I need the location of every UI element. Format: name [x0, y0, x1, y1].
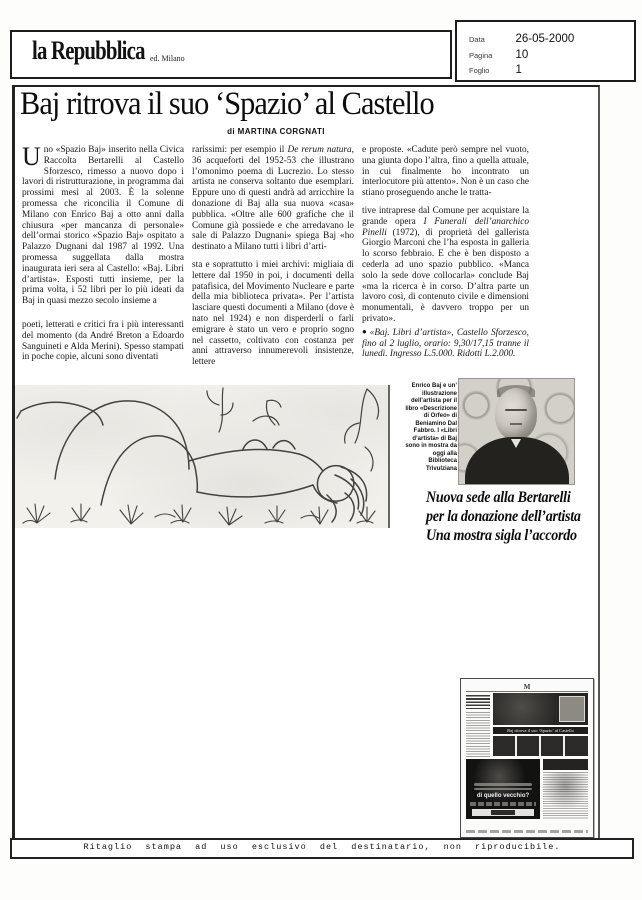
advert-tagline-blur-2: [474, 788, 532, 791]
article-headline: Baj ritrova il suo ‘Spazio’ al Castello: [20, 86, 434, 122]
thumbnail-advert: [466, 759, 540, 819]
body-column-1: [22, 142, 184, 363]
paragraph-text: sta e soprattutto i miei archivi: migliaia di lettere dal 1950 in poi, i documenti della patafisica, del Movimento Nucleare e parte della mia biblioteca privata». Per l’artista lasciare questi documenti a Milano (dove è nato nel 1924) e non disperderli o farli emigrare è stato un vero e proprio sogno nel cassetto, coltivato con costanza per anni attraverso innumerevoli insistenze, lettere: [192, 259, 354, 368]
paragraph-text: no «Spazio Baj» inserito nella Civica Raccolta Bertarelli al Castello Sforzesco, rimesso a nuovo dopo i lavori di ristrutturazione, in programma dai prossimi mesi al 2003. È la solenne promessa che riconcilia il Comune di Milano con Enrico Baj a otto anni dalla chiusura «per mancanza di personale» dell’ormai storico «Spazio Baj» ospitato a Palazzo Dugnani dal 1987 al 1992. Una promessa suggellata dalla mostra inaugurata ieri sera al Castello: «Baj. Libri d’artista». Esposti tutti insieme, per la prima volta, i 52 libri per lo più ideati da Baj in quasi mezzo secolo insieme a: [22, 145, 184, 307]
stamp-row-sheet: [469, 60, 522, 78]
body-column-3: [362, 145, 529, 360]
newspaper-logo-box: [10, 30, 452, 79]
paragraph: [22, 320, 184, 363]
paragraph-text: poeti, letterati e critici fra i più interessanti del momento (da André Breton a Edoardo Sanguineti e Alda Merini). Spesso stampati in poche copie, alcuni sono diventati: [22, 319, 184, 363]
thumbnail-right-column-header: [543, 759, 588, 770]
thumbnail-headline-bar: Baj ritrova il suo ‘Spazio’ al Castello: [493, 727, 588, 734]
paragraph-text: (1972), di proprietà del gallerista Giorgio Marconi che l’ha esposta in galleria lo scorso febbraio. E che è ben disposto a cederla ad uno spazio pubblico. «Manca solo la sede dove collocarla» conclude Baj «ma la ricerca è in corso. D’altra parte un lavoro così, di contenuto civile e dimensioni monumentali, è davvero troppo per un privato».: [362, 227, 529, 324]
paragraph: [362, 145, 529, 199]
paragraph: [192, 260, 354, 368]
sub-headline-line1: Nuova sede alla Bertarelli: [426, 489, 571, 506]
photo-mouth: [510, 423, 522, 425]
enrico-baj-photo: [458, 378, 575, 485]
paragraph: [22, 142, 184, 307]
exhibition-info-text: «Baj. Libri d’artista», Castello Sforzesco, fino al 2 luglio, orario: 9,30/17,15 tranne il lunedì. Ingresso L.5.000. Ridotti L.2.000.: [362, 327, 529, 360]
advert-logo-block: [491, 810, 516, 815]
stamp-label-page: Pagina: [469, 51, 493, 60]
edition-label: ed. Milano: [150, 54, 185, 63]
paragraph: [362, 206, 529, 325]
thumbnail-text-columns-strip: [493, 736, 588, 756]
paragraph-text: rarissimi: per esempio il: [192, 145, 288, 155]
thumbnail-bottom-rule: [466, 830, 588, 833]
thumbnail-photo-inset: [559, 696, 585, 722]
stamp-value-page: 10: [515, 49, 529, 61]
footer-disclaimer: Ritaglio stampa ad uso esclusivo del destinatario, non riproducibile.: [10, 838, 634, 859]
thumbnail-left-headline-block: [466, 695, 490, 709]
drop-cap: U: [22, 142, 41, 171]
sub-headline-line2: per la donazione dell’artista: [426, 508, 581, 525]
advert-small-print: [470, 802, 536, 806]
photo-eyes: [505, 409, 527, 411]
advert-tagline-blur-1: [474, 783, 532, 786]
body-column-2: [192, 145, 354, 368]
sub-headline-line3: Una mostra sigla l’accordo: [426, 527, 577, 544]
paragraph-text: , 36 acqueforti del 1952-53 che illustrano l’omonimo poema di Lucrezio. Lo stesso artista ne conserva soltanto due esemplari. Eppure uno di questi andrà ad arricchire la donazione di Baj alla sua nuova «casa» pubblica. «Oltre alle 600 grafiche che il Comune già possiede e che arredavano le sale di Palazzo Dugnani» spiega Baj «ho destinato a Milano tutti i libri d’arti-: [192, 145, 354, 253]
thumbnail-masthead-M: M: [466, 683, 588, 692]
thumbnail-right-column: [543, 772, 588, 819]
baj-line-drawing: [15, 385, 390, 528]
bullet-icon: ●: [362, 326, 368, 336]
book-title-italic: De rerum natura: [287, 145, 352, 155]
photo-head: [495, 388, 537, 440]
paragraph-text: e proposte. «Cadute però sempre nel vuoto, una giunta dopo l’altra, fino a quella attuale, in cui finalmente ho incontrato un interlocutore più attento». Non è un caso che stiano proseguendo anche le tratta-: [362, 145, 529, 199]
stamp-value-sheet: 1: [515, 64, 522, 76]
stamp-label-sheet: Foglio: [469, 66, 490, 75]
stamp-label-data: Data: [469, 35, 485, 44]
newspaper-logo: la Repubblica: [32, 36, 145, 65]
sub-headline: [426, 488, 611, 545]
paragraph: [192, 145, 354, 253]
article-byline: di MARTINA CORGNATI: [227, 127, 325, 136]
page-thumbnail: [460, 678, 594, 838]
artwork-title-italic: I Funerali dell’anarchico Pinelli: [362, 216, 530, 238]
reclining-figure-illustration: [15, 385, 388, 528]
thumbnail-top-image: [493, 693, 588, 725]
paragraph-text: tive intraprese dal Comune per acquistare la grande opera: [362, 205, 529, 227]
advert-footer-strip: [472, 809, 534, 816]
photo-caption: Enrico Baj e un’ illustrazione dell’artista per il libro «Descrizione di Orfeo» di Beniamino Dal Fabbro. I «Libri d’artista» di Baj sono in mostra da oggi alla Biblioteca Trivulziana: [405, 383, 457, 472]
advert-headline: di quello vecchio?: [476, 793, 530, 799]
stamp-value-date: 26-05-2000: [515, 33, 575, 45]
exhibition-info-paragraph: [362, 327, 529, 360]
clipping-stamp-box: [455, 20, 636, 82]
